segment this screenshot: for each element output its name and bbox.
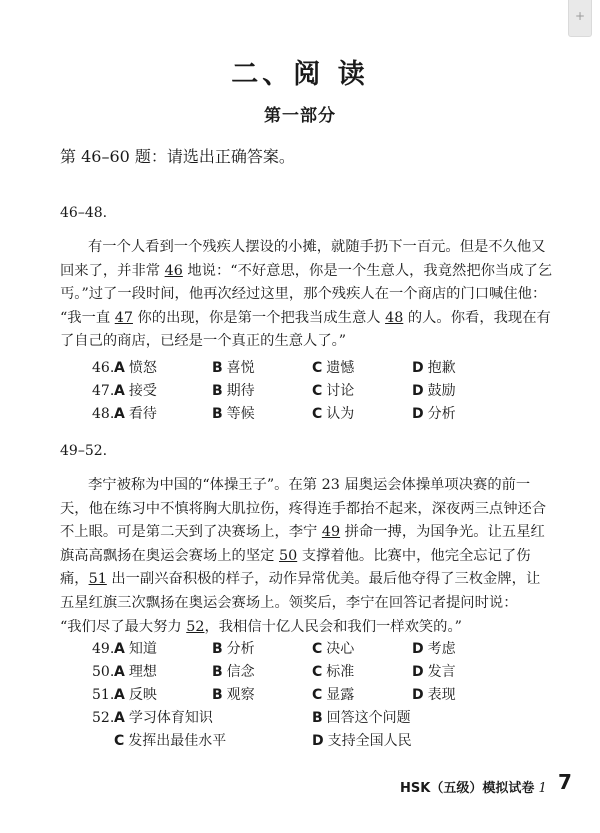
option-52-b[interactable]: B 回答这个问题 (312, 710, 411, 726)
option-46-d[interactable]: D 抱歉 (412, 360, 456, 376)
question-range-49-52: 49–52. (60, 443, 108, 459)
page-footer (400, 777, 547, 796)
option-48-d[interactable]: D 分析 (412, 406, 456, 422)
passage-line: 了自己的商店，已经是一个真正的生意人了。” (60, 333, 347, 350)
option-51-d[interactable]: D 表现 (412, 687, 456, 703)
question-number: 47. (92, 383, 115, 399)
passage-line: 五星红旗三次飘扬在奥运会赛场上。领奖后，李宁在回答记者提问时说： (60, 594, 518, 611)
blank-46: 46 (164, 262, 183, 279)
passage-line: 痛，51 出一副兴奋积极的样子，动作异常优美。最后他夺得了三枚金牌，让 (60, 571, 541, 588)
option-50-b[interactable]: B 信念 (212, 664, 255, 680)
question-number: 48. (92, 406, 115, 422)
question-number: 52. (92, 710, 115, 726)
blank-51: 51 (88, 571, 107, 588)
option-46-c[interactable]: C 遗憾 (312, 360, 355, 376)
passage-line: 天，他在练习中不慎将胸大肌拉伤，疼得连手都抬不起来，深夜两三点钟还合 (60, 500, 547, 517)
part-title: 第一部分 (264, 106, 336, 126)
question-number: 49. (92, 641, 115, 657)
option-51-a[interactable]: A 反映 (114, 687, 157, 703)
section-title: 二、阅 读 (231, 59, 369, 90)
option-51-b[interactable]: B 观察 (212, 687, 255, 703)
option-49-d[interactable]: D 考虑 (412, 641, 456, 657)
option-46-a[interactable]: A 愤怒 (114, 360, 157, 376)
passage-line: 不上眼。可是第二天到了决赛场上，李宁 49 拼命一搏，为国争光。让五星红 (60, 524, 545, 541)
page-number: 7 (558, 770, 572, 794)
passage-line: “我们尽了最大努力 52，我相信十亿人民会和我们一样欢笑的。” (60, 618, 462, 635)
question-number: 46. (92, 360, 115, 376)
option-46-b[interactable]: B 喜悦 (212, 360, 255, 376)
option-49-c[interactable]: C 决心 (312, 641, 355, 657)
option-52-a[interactable]: A 学习体育知识 (114, 710, 213, 726)
option-51-c[interactable]: C 显露 (312, 687, 355, 703)
option-49-a[interactable]: A 知道 (114, 641, 157, 657)
passage-line: 回来了，并非常 46 地说：“不好意思，你是一个生意人，我竟然把你当成了乞 (60, 262, 553, 279)
option-50-d[interactable]: D 发言 (412, 664, 456, 680)
passage-49-52 (60, 474, 560, 639)
option-47-a[interactable]: A 接受 (114, 383, 157, 399)
passage-line: 旗高高飘扬在奥运会赛场上的坚定 50 支撑着他。比赛中，他完全忘记了伤 (60, 547, 531, 564)
question-number: 50. (92, 664, 115, 680)
scroll-top-tab[interactable] (568, 0, 592, 37)
blank-47: 47 (114, 309, 133, 326)
blank-50: 50 (279, 547, 298, 564)
option-47-b[interactable]: B 期待 (212, 383, 255, 399)
question-number: 51. (92, 687, 115, 703)
instruction-text: 第 46–60 题：请选出正确答案。 (60, 147, 295, 166)
option-49-b[interactable]: B 分析 (212, 641, 255, 657)
option-50-a[interactable]: A 理想 (114, 664, 157, 680)
option-50-c[interactable]: C 标准 (312, 664, 355, 680)
question-range-46-48: 46–48. (60, 205, 108, 221)
passage-line: 李宁被称为中国的“体操王子”。在第 23 届奥运会体操单项决赛的前一 (88, 477, 531, 493)
footer-title: HSK（五级）模拟试卷 (400, 781, 535, 796)
passage-line: 丐。”过了一段时间，他再次经过这里，那个残疾人在一个商店的门口喊住他： (60, 286, 547, 303)
option-47-c[interactable]: C 讨论 (312, 383, 355, 399)
blank-48: 48 (385, 309, 404, 326)
blank-52: 52 (186, 618, 205, 635)
option-48-b[interactable]: B 等候 (212, 406, 255, 422)
option-48-a[interactable]: A 看待 (114, 406, 157, 422)
blank-49: 49 (321, 524, 341, 541)
passage-line: “我一直 47 你的出现，你是第一个把我当成生意人 48 的人。你看，我现在有 (60, 309, 551, 326)
option-52-c[interactable]: C 发挥出最佳水平 (114, 733, 227, 749)
option-48-c[interactable]: C 认为 (312, 406, 355, 422)
passage-line: 有一个人看到一个残疾人摆设的小摊，就随手扔下一百元。但是不久他又 (88, 239, 546, 255)
option-52-d[interactable]: D 支持全国人民 (312, 733, 412, 749)
option-47-d[interactable]: D 鼓励 (412, 383, 456, 399)
footer-volume: 1 (538, 781, 547, 796)
passage-46-48 (60, 236, 560, 354)
